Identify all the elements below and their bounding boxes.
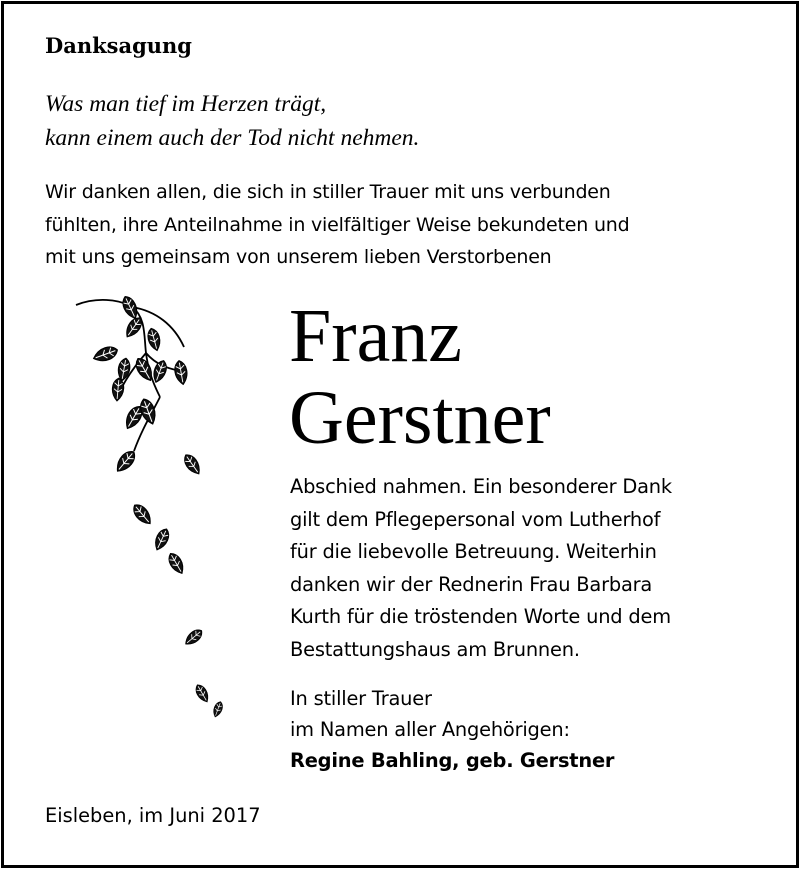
poem-line: Was man tief im Herzen trägt, [45,91,327,117]
signature-line: In stiller Trauer [290,687,432,710]
obituary-notice [1,1,799,868]
intro-line: fühlten, ihre Anteilnahme in vielfältiger Weise bekundeten und [45,213,630,236]
thanks-line: danken wir der Rednerin Frau Barbara [290,572,653,596]
thanks-line: für die liebevolle Betreuung. Weiterhin [290,540,657,563]
thanks-line: Bestattungshaus am Brunnen. [290,637,580,661]
poem-line: kann einem auch der Tod nicht nehmen. [45,125,420,151]
thanks-line: Abschied nahmen. Ein besonderer Dank [290,475,672,498]
thanks-text [290,471,672,666]
place-date: Eisleben, im Juni 2017 [45,804,261,827]
deceased-last-name: Gerstner [289,376,551,460]
mourner-name: Regine Bahling, geb. Gerstner [290,749,615,772]
notice-heading: Danksagung [45,33,192,58]
poem-quote [45,87,419,155]
signature-block [290,683,614,776]
thanks-line: Kurth für die tröstenden Worte und dem [290,605,671,628]
thanks-line: gilt dem Pflegepersonal vom Lutherhof [290,507,661,531]
intro-line: Wir danken allen, die sich in stiller Trauer mit uns verbunden [45,181,611,203]
leaf-branch-illustration [64,289,254,729]
deceased-name [289,295,551,459]
intro-line: mit uns gemeinsam von unserem lieben Verstorbenen [45,246,552,268]
deceased-first-name: Franz [289,294,463,378]
intro-text [45,176,630,274]
signature-line: im Namen aller Angehörigen: [290,718,570,741]
